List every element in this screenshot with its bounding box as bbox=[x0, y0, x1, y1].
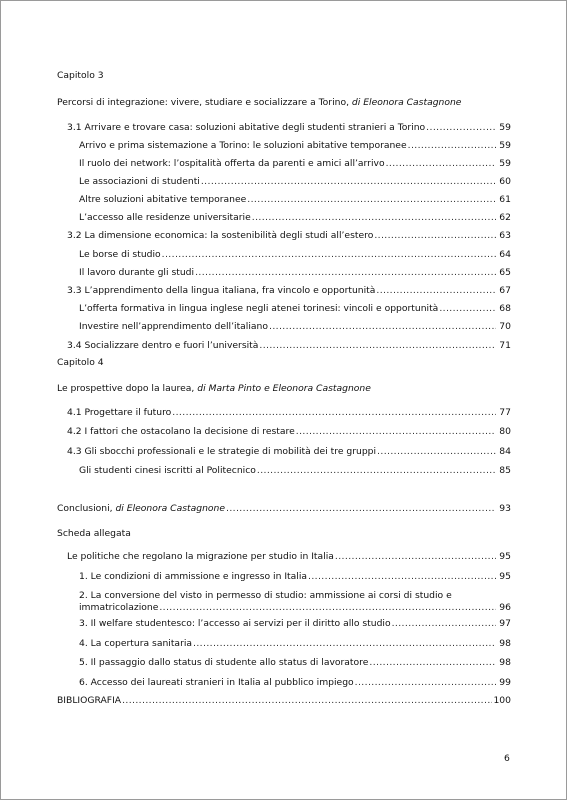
dot-leader bbox=[355, 677, 496, 689]
toc-entry-text: Il lavoro durante gli studi bbox=[79, 267, 195, 278]
toc-page-number: 63 bbox=[499, 230, 511, 241]
toc-page-number: 62 bbox=[499, 212, 511, 223]
toc-entry-offerta-formativa[interactable] bbox=[79, 303, 511, 315]
dot-leader bbox=[426, 122, 496, 134]
toc-entry-scheda-5[interactable] bbox=[79, 657, 511, 669]
chapter-4-label: Capitolo 4 bbox=[57, 357, 104, 368]
toc-page-number: 67 bbox=[499, 285, 511, 296]
toc-entry-network[interactable] bbox=[79, 158, 511, 170]
dot-leader bbox=[386, 158, 496, 170]
toc-entry-associazioni[interactable] bbox=[79, 176, 511, 188]
conclusioni-label: Conclusioni, bbox=[57, 503, 113, 514]
chapter-3-label: Capitolo 3 bbox=[57, 70, 104, 81]
toc-entry-politiche[interactable] bbox=[67, 551, 511, 563]
toc-entry-text: 3. Il welfare studentesco: l’accesso ai servizi per il diritto allo studio bbox=[79, 618, 391, 629]
toc-entry-text: BIBLIOGRAFIA bbox=[57, 695, 122, 706]
toc-page-number: 95 bbox=[499, 571, 511, 582]
toc-entry-text: immatricolazione bbox=[79, 602, 159, 613]
toc-page-number: 96 bbox=[499, 602, 511, 613]
toc-entry-lavoro[interactable] bbox=[79, 267, 511, 279]
toc-entry-text: 4.2 I fattori che ostacolano la decisione di restare bbox=[67, 426, 295, 437]
toc-entry-bibliografia[interactable] bbox=[57, 695, 511, 707]
chapter-4-title-text: Le prospettive dopo la laurea, bbox=[57, 383, 195, 394]
toc-page-number: 100 bbox=[493, 695, 511, 706]
dot-leader bbox=[377, 446, 496, 458]
toc-entry-investire[interactable] bbox=[79, 321, 511, 333]
toc-entry-conclusioni[interactable] bbox=[57, 503, 511, 515]
toc-entry-scheda-1[interactable] bbox=[79, 571, 511, 583]
dot-leader bbox=[122, 695, 492, 707]
toc-entry-text: 3.2 La dimensione economica: la sostenibilità degli studi all’estero bbox=[67, 230, 374, 241]
toc-page-number: 97 bbox=[499, 618, 511, 629]
toc-page-number: 60 bbox=[499, 176, 511, 187]
toc-page-number: 65 bbox=[499, 267, 511, 278]
dot-leader bbox=[226, 503, 496, 515]
dot-leader bbox=[172, 407, 496, 419]
toc-entry-text: 3.1 Arrivare e trovare casa: soluzioni abitative degli studenti stranieri a Torino bbox=[67, 122, 426, 133]
toc-page-number: 71 bbox=[499, 340, 511, 351]
toc-page-number: 59 bbox=[499, 140, 511, 151]
toc-entry-residenze[interactable] bbox=[79, 212, 511, 224]
dot-leader bbox=[374, 230, 496, 242]
toc-page-number: 80 bbox=[499, 426, 511, 437]
chapter-4-title bbox=[57, 383, 371, 395]
toc-page-number: 95 bbox=[499, 551, 511, 562]
dot-leader bbox=[195, 267, 496, 279]
toc-entry-scheda-6[interactable] bbox=[79, 677, 511, 689]
scheda-allegata-label: Scheda allegata bbox=[57, 528, 131, 539]
toc-page-number: 84 bbox=[499, 446, 511, 457]
dot-leader bbox=[252, 212, 496, 224]
toc-page-number: 98 bbox=[499, 638, 511, 649]
toc-entry-text: 4.3 Gli sbocchi professionali e le strategie di mobilità dei tre gruppi bbox=[67, 446, 377, 457]
dot-leader bbox=[247, 194, 496, 206]
dot-leader bbox=[296, 426, 496, 438]
toc-entry-text: Le associazioni di studenti bbox=[79, 176, 200, 187]
dot-leader bbox=[335, 551, 496, 563]
toc-entry-text: Investire nell’apprendimento dell’italiano bbox=[79, 321, 268, 332]
toc-entry-4-1[interactable] bbox=[67, 407, 511, 419]
toc-entry-scheda-3[interactable] bbox=[79, 618, 511, 630]
toc-entry-3-1[interactable] bbox=[67, 122, 511, 134]
toc-page-number: 70 bbox=[499, 321, 511, 332]
dot-leader bbox=[162, 249, 496, 261]
toc-entry-text: 4.1 Progettare il futuro bbox=[67, 407, 172, 418]
dot-leader bbox=[408, 140, 496, 152]
dot-leader bbox=[269, 321, 496, 333]
toc-page-number: 98 bbox=[499, 657, 511, 668]
dot-leader bbox=[369, 657, 496, 669]
chapter-4-author: di Marta Pinto e Eleonora Castagnone bbox=[197, 383, 371, 394]
dot-leader bbox=[201, 176, 496, 188]
toc-entry-scheda-2[interactable] bbox=[79, 602, 511, 614]
dot-leader bbox=[308, 571, 496, 583]
chapter-3-author: di Eleonora Castagnone bbox=[351, 97, 462, 108]
toc-page-number: 61 bbox=[499, 194, 511, 205]
toc-page-number: 64 bbox=[499, 249, 511, 260]
toc-entry-text: Gli studenti cinesi iscritti al Politecnico bbox=[79, 465, 256, 476]
toc-entry-3-4[interactable] bbox=[67, 340, 511, 352]
toc-entry-scheda-2-line1: 2. La conversione del visto in permesso di studio: ammissione ai corsi di studio e bbox=[79, 590, 452, 601]
dot-leader bbox=[392, 618, 496, 630]
toc-entry-text: Il ruolo dei network: l’ospitalità offerta da parenti e amici all’arrivo bbox=[79, 158, 385, 169]
toc-entry-altre-soluzioni[interactable] bbox=[79, 194, 511, 206]
toc-entry-text: Le borse di studio bbox=[79, 249, 161, 260]
toc-entry-text: 3.3 L’apprendimento della lingua italiana, fra vincolo e opportunità bbox=[67, 285, 376, 296]
toc-entry-text: 5. Il passaggio dallo status di studente allo status di lavoratore bbox=[79, 657, 369, 668]
dot-leader bbox=[259, 340, 496, 352]
page-number: 6 bbox=[504, 753, 510, 764]
conclusioni-author: di Eleonora Castagnone bbox=[115, 503, 225, 514]
toc-entry-text: 6. Accesso dei laureati stranieri in Italia al pubblico impiego bbox=[79, 677, 354, 688]
toc-entry-text: Arrivo e prima sistemazione a Torino: le soluzioni abitative temporanee bbox=[79, 140, 407, 151]
dot-leader bbox=[376, 285, 496, 297]
toc-entry-text: L’offerta formativa in lingua inglese negli atenei torinesi: vincoli e opportunità bbox=[79, 303, 439, 314]
toc-entry-studenti-cinesi[interactable] bbox=[79, 465, 511, 477]
toc-page-number: 59 bbox=[499, 158, 511, 169]
toc-entry-text: L’accesso alle residenze universitarie bbox=[79, 212, 251, 223]
toc-entry-arrivo[interactable] bbox=[79, 140, 511, 152]
toc-page-number: 85 bbox=[499, 465, 511, 476]
toc-page-number: 99 bbox=[499, 677, 511, 688]
toc-entry-text: 4. La copertura sanitaria bbox=[79, 638, 193, 649]
toc-page-number: 68 bbox=[499, 303, 511, 314]
dot-leader bbox=[159, 602, 496, 614]
dot-leader bbox=[257, 465, 496, 477]
toc-page-number: 59 bbox=[499, 122, 511, 133]
toc-entry-4-2[interactable] bbox=[67, 426, 511, 438]
toc-page-number: 77 bbox=[499, 407, 511, 418]
toc-entry-text: Le politiche che regolano la migrazione per studio in Italia bbox=[67, 551, 334, 562]
toc-entry-text: 3.4 Socializzare dentro e fuori l’università bbox=[67, 340, 259, 351]
toc-page-number: 93 bbox=[499, 503, 511, 514]
dot-leader bbox=[193, 638, 496, 650]
chapter-3-title-text: Percorsi di integrazione: vivere, studiare e socializzare a Torino, bbox=[57, 97, 349, 108]
chapter-3-title bbox=[57, 97, 461, 109]
toc-entry-3-2[interactable] bbox=[67, 230, 511, 242]
toc-entry-borse[interactable] bbox=[79, 249, 511, 261]
toc-entry-3-3[interactable] bbox=[67, 285, 511, 297]
toc-entry-text: Altre soluzioni abitative temporanee bbox=[79, 194, 247, 205]
toc-entry-text bbox=[57, 503, 225, 515]
dot-leader bbox=[439, 303, 496, 315]
toc-entry-scheda-4[interactable] bbox=[79, 638, 511, 650]
toc-entry-text: 1. Le condizioni di ammissione e ingresso in Italia bbox=[79, 571, 308, 582]
toc-entry-4-3[interactable] bbox=[67, 446, 511, 458]
